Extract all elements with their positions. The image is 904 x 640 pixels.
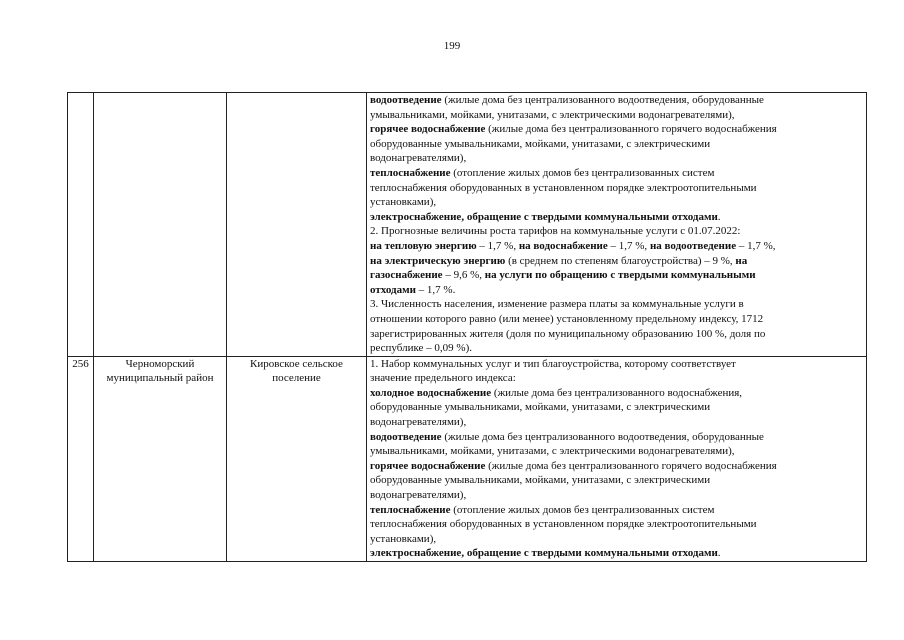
text-line: [370, 415, 863, 430]
bold-run: на водоснабжение: [518, 239, 608, 252]
text-run: .: [717, 210, 721, 223]
bold-run: на водоотведение: [649, 239, 737, 252]
text-run: – 9,6 %,: [442, 269, 485, 282]
bold-run: горячее водоснабжение: [370, 123, 486, 136]
text-run: – 1,7 %.: [415, 283, 456, 296]
text-line: [370, 488, 863, 503]
text-run: (жилые дома без централизованного водоотведения, оборудованные: [441, 94, 764, 106]
text-line: [370, 503, 863, 518]
text-line: [370, 283, 863, 298]
text-line: [370, 444, 863, 459]
text-line: [370, 224, 863, 239]
text-line: [370, 122, 863, 137]
text-run: – 1,7 %,: [476, 239, 519, 252]
text-run: 2. Прогнозные величины роста тарифов на коммунальные услуги с 01.07.2022:: [370, 225, 741, 238]
text-line: [370, 93, 863, 108]
bold-run: электроснабжение, обращение с твердыми коммунальными отходами: [370, 547, 718, 560]
text-line: [370, 210, 863, 225]
bold-run: горячее водоснабжение: [370, 459, 486, 472]
text-line: [370, 181, 863, 196]
text-run: 3. Численность населения, изменение размера платы за коммунальные услуги в: [370, 298, 744, 311]
bold-run: на услуги по обращению с твердыми коммунальными: [484, 269, 756, 282]
text-line: [370, 357, 863, 372]
text-line: [370, 166, 863, 181]
text-run: (жилые дома без централизованного водоснабжения,: [491, 386, 743, 399]
text-line: [370, 151, 863, 166]
text-line: [370, 430, 863, 445]
text-run: теплоснабжения оборудованных в установленном порядке электроотопительными: [370, 518, 757, 531]
text-run: оборудованные умывальниками, мойками, унитазами, с электрическими: [370, 137, 711, 150]
text-run: зарегистрированных жителя (доля по муниципальному образованию 100 %, доля по: [370, 327, 766, 340]
district-cell: Черноморский муниципальный район: [94, 356, 227, 561]
text-run: установками),: [370, 196, 437, 209]
text-run: (отопление жилых домов без централизованных систем: [450, 166, 715, 179]
text-line: [370, 312, 863, 327]
bold-run: на тепловую энергию: [370, 239, 477, 252]
bold-run: теплоснабжение: [370, 166, 451, 179]
text-line: [370, 108, 863, 123]
text-run: (в среднем по степеням благоустройства) – 9 %,: [505, 254, 736, 267]
text-line: [370, 327, 863, 342]
text-line: [370, 268, 863, 283]
text-run: оборудованные умывальниками, мойками, унитазами, с электрическими: [370, 474, 711, 487]
page-number: 199: [443, 40, 461, 52]
text-line: [370, 473, 863, 488]
district-cell: [94, 93, 227, 357]
text-line: [370, 195, 863, 210]
description-cell: [367, 93, 867, 357]
settlement-cell: [227, 93, 367, 357]
bold-run: холодное водоснабжение: [370, 386, 492, 399]
text-line: [370, 254, 863, 269]
text-run: (жилые дома без централизованного горячего водоснабжения: [485, 123, 777, 136]
text-run: установками),: [370, 532, 437, 545]
text-line: [370, 297, 863, 312]
text-run: 1. Набор коммунальных услуг и тип благоустройства, которому соответствует: [370, 357, 736, 370]
settlement-cell: Кировское сельское поселение: [227, 356, 367, 561]
bold-run: электроснабжение, обращение с твердыми коммунальными отходами: [370, 210, 718, 223]
text-line: [370, 341, 863, 356]
text-run: (отопление жилых домов без централизованных систем: [450, 503, 715, 516]
tariff-table: [67, 92, 867, 562]
text-run: теплоснабжения оборудованных в установленном порядке электроотопительными: [370, 181, 757, 194]
text-run: оборудованные умывальниками, мойками, унитазами, с электрическими: [370, 401, 711, 414]
bold-run: водоотведение: [370, 430, 442, 443]
text-line: [370, 459, 863, 474]
row-number-cell: [68, 93, 94, 357]
text-run: (жилые дома без централизованного горячего водоснабжения: [485, 459, 777, 472]
text-line: [370, 371, 863, 386]
text-run: водонагревателями),: [370, 489, 467, 502]
text-run: – 1,7 %,: [736, 239, 776, 252]
text-run: (жилые дома без централизованного водоотведения, оборудованные: [441, 430, 764, 443]
text-run: отношении которого равно (или менее) установленному предельному индексу, 1712: [370, 312, 764, 325]
text-run: умывальниками, мойками, унитазами, с электрическими водонагревателями),: [370, 108, 735, 121]
text-run: .: [717, 547, 721, 560]
bold-run: теплоснабжение: [370, 503, 451, 516]
text-run: умывальниками, мойками, унитазами, с электрическими водонагревателями),: [370, 445, 735, 458]
bold-run: на электрическую энергию: [370, 254, 506, 267]
row-number-cell: 256: [68, 356, 94, 561]
text-run: водонагревателями),: [370, 416, 467, 429]
text-line: [370, 517, 863, 532]
text-line: [370, 386, 863, 401]
table-row: [68, 356, 867, 561]
text-line: [370, 532, 863, 547]
table-row: [68, 93, 867, 357]
description-cell: [367, 356, 867, 561]
text-line: [370, 137, 863, 152]
text-run: значение предельного индекса:: [370, 372, 516, 385]
text-line: [370, 400, 863, 415]
text-run: – 1,7 %,: [607, 239, 650, 252]
bold-run: газоснабжение: [370, 269, 443, 282]
text-line: [370, 239, 863, 254]
bold-run: на: [735, 254, 748, 267]
text-run: республике – 0,09 %).: [370, 342, 473, 355]
bold-run: отходами: [370, 283, 416, 296]
text-line: [370, 546, 863, 561]
bold-run: водоотведение: [370, 94, 442, 106]
text-run: водонагревателями),: [370, 152, 467, 165]
